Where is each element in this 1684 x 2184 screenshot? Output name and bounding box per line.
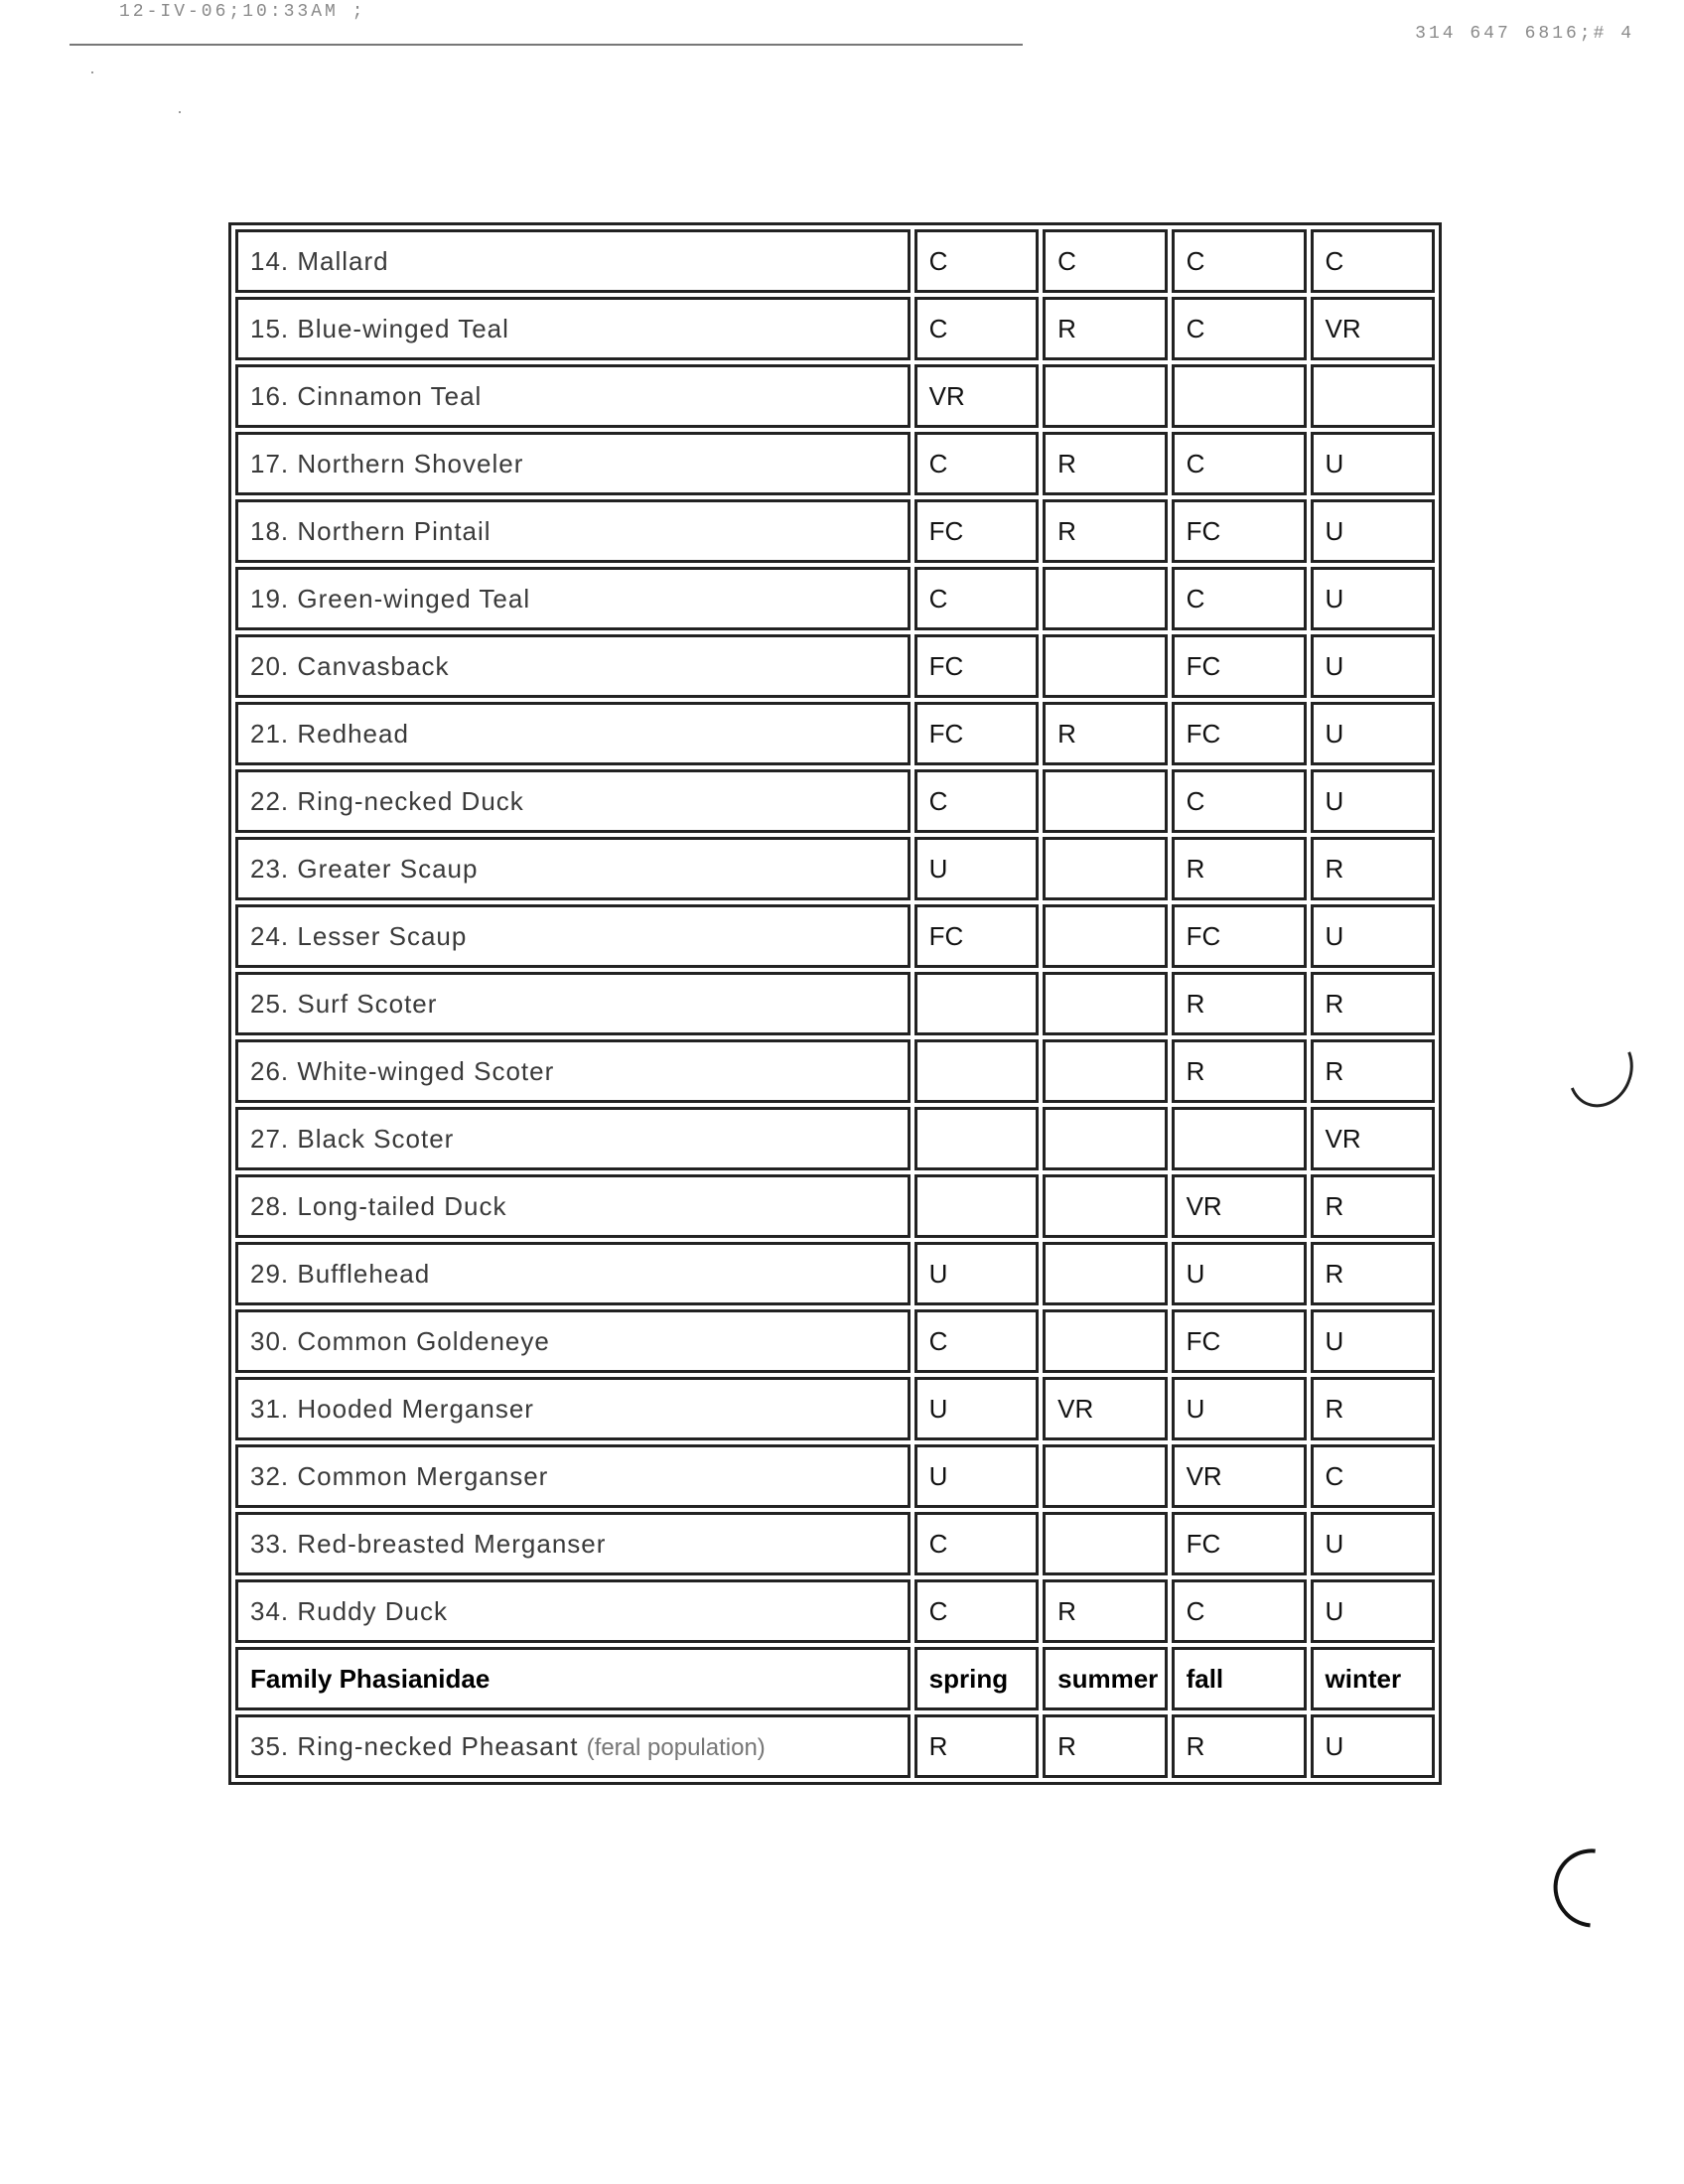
status-fall: R — [1172, 972, 1307, 1035]
status-spring: FC — [914, 904, 1039, 968]
status-summer: R — [1043, 432, 1167, 495]
status-winter: R — [1311, 1377, 1436, 1440]
status-winter: U — [1311, 769, 1436, 833]
table-row — [235, 1714, 1435, 1778]
status-summer: R — [1043, 297, 1167, 360]
scan-speck — [179, 111, 181, 113]
status-spring: C — [914, 567, 1039, 630]
status-fall: U — [1172, 1242, 1307, 1305]
status-spring: FC — [914, 634, 1039, 698]
status-spring — [914, 1107, 1039, 1170]
status-winter: U — [1311, 499, 1436, 563]
status-summer — [1043, 1174, 1167, 1238]
status-spring — [914, 1174, 1039, 1238]
status-summer — [1043, 1039, 1167, 1103]
species-name: 30. Common Goldeneye — [235, 1309, 911, 1373]
table-row — [235, 1107, 1435, 1170]
status-summer — [1043, 1512, 1167, 1575]
species-name: 23. Greater Scaup — [235, 837, 911, 900]
season-header-winter: winter — [1311, 1647, 1436, 1710]
status-spring: U — [914, 1242, 1039, 1305]
species-name: 31. Hooded Merganser — [235, 1377, 911, 1440]
table-body — [235, 229, 1435, 1778]
species-name: 33. Red-breasted Merganser — [235, 1512, 911, 1575]
status-winter: U — [1311, 702, 1436, 765]
status-fall: FC — [1172, 499, 1307, 563]
table-row — [235, 229, 1435, 293]
status-summer: VR — [1043, 1377, 1167, 1440]
status-winter: U — [1311, 1512, 1436, 1575]
species-name — [235, 1714, 911, 1778]
table-row — [235, 1444, 1435, 1508]
bird-checklist-table — [228, 222, 1442, 1785]
status-summer — [1043, 1242, 1167, 1305]
fax-header-rule — [70, 44, 1023, 46]
scan-binding-mark — [1558, 1024, 1643, 1116]
status-spring: U — [914, 1377, 1039, 1440]
status-summer — [1043, 769, 1167, 833]
status-spring: R — [914, 1714, 1039, 1778]
table-row — [235, 297, 1435, 360]
status-spring: VR — [914, 364, 1039, 428]
species-name: 26. White-winged Scoter — [235, 1039, 911, 1103]
status-fall: R — [1172, 837, 1307, 900]
table-row — [235, 432, 1435, 495]
table-row — [235, 904, 1435, 968]
status-winter: VR — [1311, 1107, 1436, 1170]
status-fall: FC — [1172, 904, 1307, 968]
status-winter: VR — [1311, 297, 1436, 360]
species-name: 19. Green-winged Teal — [235, 567, 911, 630]
scan-speck — [91, 71, 93, 73]
status-summer: R — [1043, 702, 1167, 765]
species-label: 35. Ring-necked Pheasant — [250, 1730, 579, 1761]
species-name: 15. Blue-winged Teal — [235, 297, 911, 360]
status-winter: C — [1311, 1444, 1436, 1508]
status-fall: C — [1172, 769, 1307, 833]
status-spring: FC — [914, 702, 1039, 765]
status-summer: R — [1043, 499, 1167, 563]
status-spring — [914, 1039, 1039, 1103]
status-fall: VR — [1172, 1444, 1307, 1508]
table-row — [235, 1174, 1435, 1238]
status-fall: U — [1172, 1377, 1307, 1440]
family-header-row — [235, 1647, 1435, 1710]
status-fall — [1172, 364, 1307, 428]
status-spring: C — [914, 432, 1039, 495]
species-name: 14. Mallard — [235, 229, 911, 293]
status-fall: C — [1172, 297, 1307, 360]
status-fall: C — [1172, 567, 1307, 630]
status-winter: C — [1311, 229, 1436, 293]
status-summer — [1043, 567, 1167, 630]
status-fall — [1172, 1107, 1307, 1170]
status-winter: R — [1311, 837, 1436, 900]
status-spring — [914, 972, 1039, 1035]
status-spring: C — [914, 769, 1039, 833]
status-fall: C — [1172, 432, 1307, 495]
table-row — [235, 634, 1435, 698]
species-name: 25. Surf Scoter — [235, 972, 911, 1035]
status-winter: R — [1311, 1174, 1436, 1238]
table-row — [235, 702, 1435, 765]
status-fall: FC — [1172, 1512, 1307, 1575]
table-row — [235, 1039, 1435, 1103]
species-name: 21. Redhead — [235, 702, 911, 765]
season-header-fall: fall — [1172, 1647, 1307, 1710]
table-row — [235, 567, 1435, 630]
status-fall: FC — [1172, 702, 1307, 765]
fax-header-timestamp: 12-IV-06;10:33AM ; — [119, 2, 366, 22]
status-summer — [1043, 1444, 1167, 1508]
status-spring: U — [914, 1444, 1039, 1508]
status-spring: C — [914, 1579, 1039, 1643]
status-fall: R — [1172, 1039, 1307, 1103]
table-row — [235, 1579, 1435, 1643]
table-row — [235, 1512, 1435, 1575]
season-header-summer: summer — [1043, 1647, 1167, 1710]
status-summer: R — [1043, 1579, 1167, 1643]
species-name: 24. Lesser Scaup — [235, 904, 911, 968]
family-name: Family Phasianidae — [235, 1647, 911, 1710]
status-winter: U — [1311, 634, 1436, 698]
status-fall: C — [1172, 229, 1307, 293]
status-spring: C — [914, 229, 1039, 293]
species-name: 20. Canvasback — [235, 634, 911, 698]
status-spring: U — [914, 837, 1039, 900]
species-name: 27. Black Scoter — [235, 1107, 911, 1170]
status-summer — [1043, 634, 1167, 698]
status-fall: FC — [1172, 634, 1307, 698]
species-name: 16. Cinnamon Teal — [235, 364, 911, 428]
season-header-spring: spring — [914, 1647, 1039, 1710]
table-row — [235, 1242, 1435, 1305]
status-fall: R — [1172, 1714, 1307, 1778]
status-summer — [1043, 904, 1167, 968]
status-winter: R — [1311, 972, 1436, 1035]
status-winter: U — [1311, 567, 1436, 630]
scan-binding-mark — [1537, 1833, 1647, 1943]
table-row — [235, 769, 1435, 833]
status-fall: C — [1172, 1579, 1307, 1643]
species-name: 29. Bufflehead — [235, 1242, 911, 1305]
table-row — [235, 837, 1435, 900]
status-winter: U — [1311, 1714, 1436, 1778]
table-row — [235, 1309, 1435, 1373]
status-summer — [1043, 364, 1167, 428]
table-row — [235, 972, 1435, 1035]
status-spring: FC — [914, 499, 1039, 563]
status-summer — [1043, 1309, 1167, 1373]
status-fall: VR — [1172, 1174, 1307, 1238]
status-winter: U — [1311, 1579, 1436, 1643]
species-name: 34. Ruddy Duck — [235, 1579, 911, 1643]
status-winter: U — [1311, 1309, 1436, 1373]
species-name: 32. Common Merganser — [235, 1444, 911, 1508]
status-summer — [1043, 972, 1167, 1035]
status-summer — [1043, 837, 1167, 900]
status-winter: R — [1311, 1242, 1436, 1305]
status-fall: FC — [1172, 1309, 1307, 1373]
status-summer: R — [1043, 1714, 1167, 1778]
status-winter — [1311, 364, 1436, 428]
species-name: 18. Northern Pintail — [235, 499, 911, 563]
status-winter: U — [1311, 904, 1436, 968]
table-row — [235, 1377, 1435, 1440]
species-name: 22. Ring-necked Duck — [235, 769, 911, 833]
status-summer — [1043, 1107, 1167, 1170]
status-spring: C — [914, 1512, 1039, 1575]
status-spring: C — [914, 1309, 1039, 1373]
status-winter: R — [1311, 1039, 1436, 1103]
species-name: 17. Northern Shoveler — [235, 432, 911, 495]
table-row — [235, 499, 1435, 563]
species-name: 28. Long-tailed Duck — [235, 1174, 911, 1238]
status-summer: C — [1043, 229, 1167, 293]
species-note: (feral population) — [586, 1733, 766, 1761]
table-row — [235, 364, 1435, 428]
status-winter: U — [1311, 432, 1436, 495]
status-spring: C — [914, 297, 1039, 360]
fax-header-phone: 314 647 6816;# 4 — [1415, 24, 1634, 44]
